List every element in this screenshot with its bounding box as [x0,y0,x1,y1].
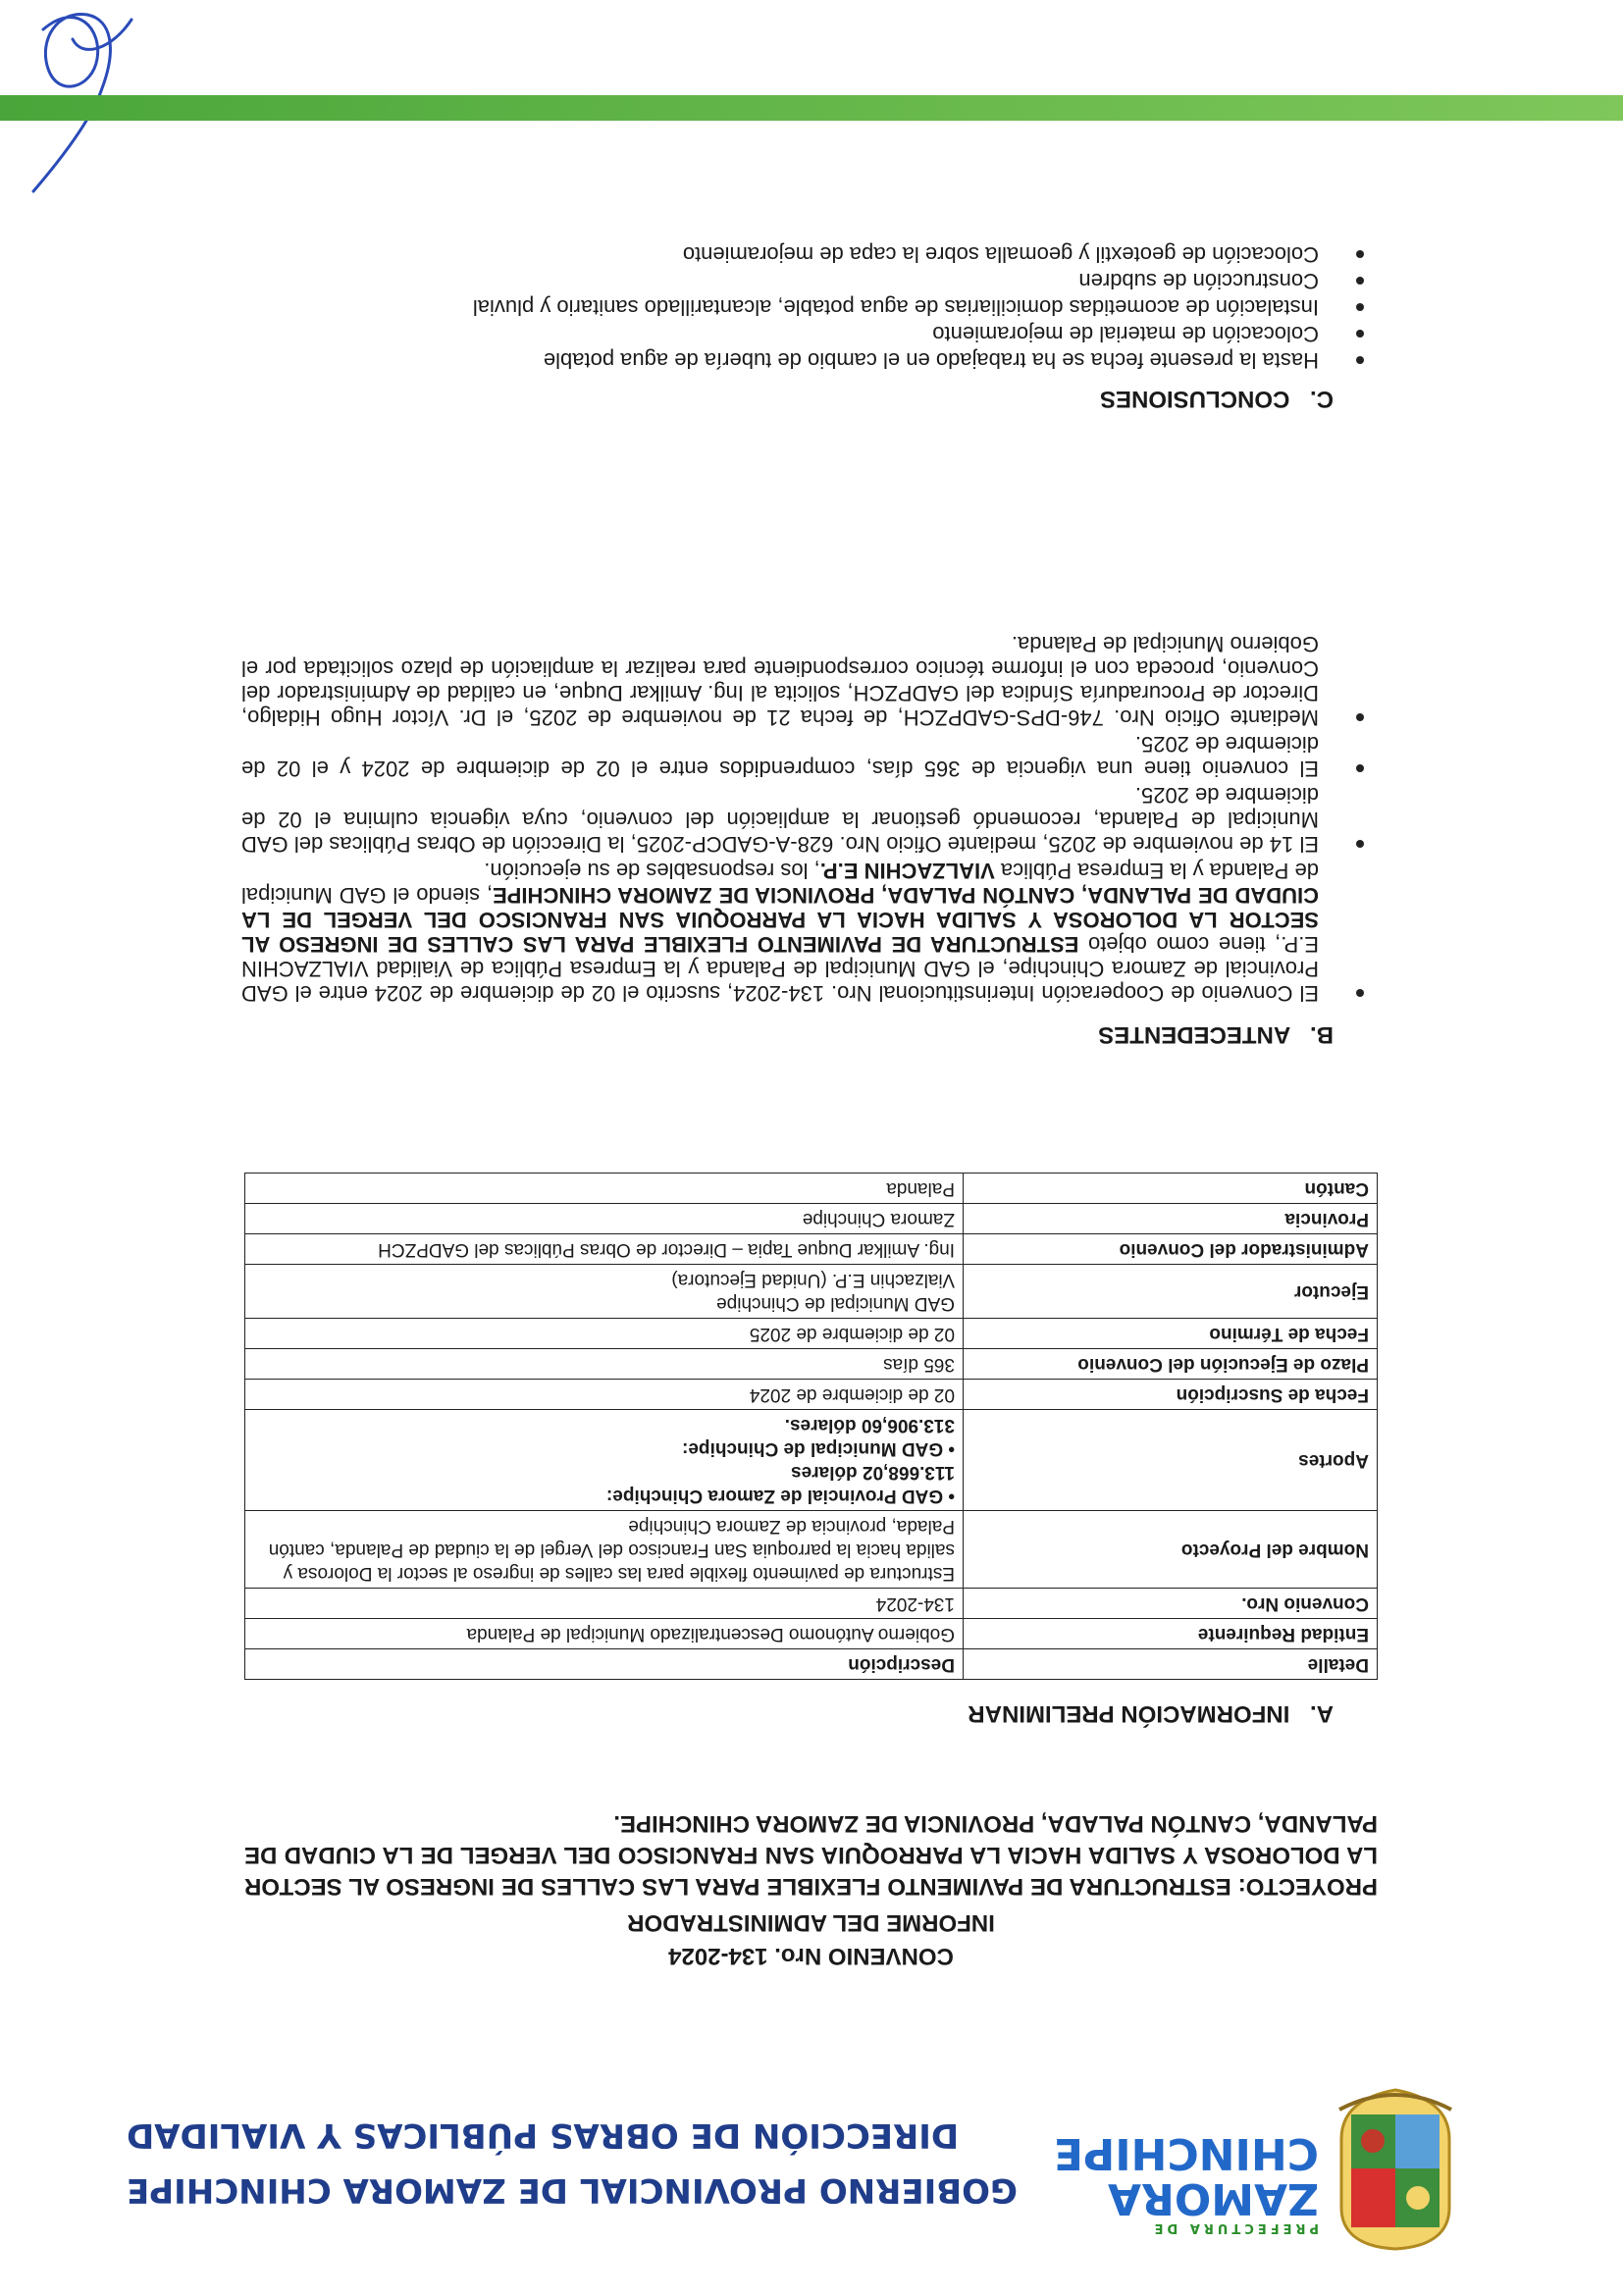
table-label-cell: Nombre del Proyecto [964,1511,1378,1589]
table-value-cell [245,1410,964,1511]
project-title: PROYECTO: ESTRUCTURA DE PAVIMENTO FLEXIBLE PARA LAS CALLES DE INGRESO AL SECTOR LA DOLOROSA Y SALIDA HACIA LA PARROQUIA SAN FRANCISCO DEL VERGEL DE LA CIUDAD DE PALANDA, CANTÓN PALADA, PROVINCIA DE ZAMORA CHINCHIPE. [244,1810,1378,1900]
coat-of-arms-icon [1329,2085,1461,2257]
table-label-cell: Entidad Requirente [964,1619,1378,1649]
table-row [245,1589,1378,1619]
table-value-cell: Zamora Chinchipe [245,1204,964,1234]
table-value-cell: Palanda [245,1174,964,1204]
table-header-cell: Detalle [964,1649,1378,1680]
list-item: Construcción de subdren [241,269,1378,293]
executor-line: GAD Municipal de Chinchipe [716,1293,955,1314]
table-row [245,1410,1378,1511]
table-row [245,1204,1378,1234]
list-item: Hasta la presente fecha se ha trabajado en el cambio de tubería de agua potable [241,348,1378,373]
table-value-cell: 365 días [245,1349,964,1380]
project-object-text: ESTRUCTURA DE PAVIMENTO FLEXIBLE PARA LAS CALLES DE INGRESO AL SECTOR LA DOLOROSA Y SALIDA HACIA LA PARROQUIA SAN FRANCISCO DEL VERGEL DE LA CIUDAD DE PALANDA, CANTÓN PALADA, PROVINCIA DE ZAMORA CHINCHIPE [241,883,1319,957]
table-row [245,1511,1378,1589]
contribution-amount: 313.906,60 dólares. [784,1415,955,1435]
section-title: CONCLUSIONES [1099,386,1290,412]
table-row [245,1319,1378,1349]
table-label-cell: Cantón [964,1174,1378,1204]
table-label-cell: Administrador del Convenio [964,1234,1378,1265]
table-row [245,1380,1378,1410]
section-c-heading [1100,385,1334,412]
paragraph-text: , los responsables de su ejecución. [484,859,820,883]
brand-name-line2: CHINCHIPE [1053,2128,1319,2178]
preliminary-info-table [244,1173,1378,1680]
table-row [245,1619,1378,1649]
list-item: El convenio tiene una vigencia de 365 días, comprendidos entre el 02 de diciembre de 2024 y el 02 de diciembre de 2025. [241,732,1378,781]
table-value-cell: 02 de diciembre de 2025 [245,1319,964,1349]
department-name: DIRECCIÓN DE OBRAS PÚBLICAS Y VIALIDAD [127,2115,960,2155]
report-title: INFORME DEL ADMINISTRADOR [627,1909,995,1936]
section-title: ANTECEDENTES [1098,1021,1291,1048]
table-header-cell: Descripción [245,1649,964,1680]
brand-logo [1053,2108,1319,2235]
list-item: Colocación de geotextil y geomalla sobre la capa de mejoramiento [241,242,1378,267]
table-value-cell: Estructura de pavimento flexible para las calles de ingreso al sector la Dolorosa y salida hacia la parroquia San Francisco del Vergel de la ciudad de Palanda, cantón Palada, provincia de Zamora Chinchipe [245,1511,964,1589]
table-value-cell: Gobierno Autónomo Descentralizado Municipal de Palanda [245,1619,964,1649]
section-letter: B. [1310,1021,1334,1048]
table-row [245,1234,1378,1265]
table-label-cell: Plazo de Ejecución del Convenio [964,1349,1378,1380]
contribution-name: • GAD Provincial de Zamora Chinchipe: [253,1484,955,1507]
list-item: Mediante Oficio Nro. 746-DPS-GADPZCH, de fecha 21 de noviembre de 2025, el Dr. Víctor Hugo Hidalgo, Director de Procuraduría Síndica del GADPZCH, solicita al Ing. Amilkar Duque, en calidad de Administrador del Convenio, proceda con el informe técnico correspondiente para realizar la ampliación de plazo solicitada por el Gobierno Municipal de Palanda. [241,632,1378,730]
company-name-text: VIALZACHIN E.P. [819,859,995,883]
list-item [241,859,1378,1006]
section-letter: A. [1310,1700,1334,1727]
paragraph-text: , siendo el GAD Municipal de Palanda y la Empresa Pública [241,859,1319,908]
organization-name: GOBIERNO PROVINCIAL DE ZAMORA CHINCHIPE [127,2170,1018,2210]
section-b-heading [1098,1020,1334,1048]
contribution-amount: 113.668,02 dólares [791,1462,955,1483]
convenio-title: CONVENIO Nro. 134-2024 [668,1943,954,1969]
table-label-cell: Fecha de Término [964,1319,1378,1349]
list-item: Instalación de acometidas domiciliarias de agua potable, alcantarillado sanitario y pluvial [241,295,1378,320]
table-label-cell: Ejecutor [964,1265,1378,1319]
letterhead [127,2070,1461,2257]
footer-bar [0,95,1623,121]
brand-subtitle: PREFECTURA DE [1150,2220,1319,2235]
table-row [245,1174,1378,1204]
contribution-name: • GAD Municipal de Chinchipe: [253,1436,955,1460]
list-item: El 14 de noviembre de 2025, mediante Oficio Nro. 628-A-GADCP-2025, la Dirección de Obras Públicas del GAD Municipal de Palanda, recomendó gestionar la ampliación del convenio, cuya vigencia culmina el 02 de diciembre de 2025. [241,783,1378,857]
table-label-cell: Fecha de Suscripción [964,1380,1378,1410]
table-header-row [245,1649,1378,1680]
section-a-heading [968,1699,1334,1727]
table-row [245,1265,1378,1319]
table-label-cell: Provincia [964,1204,1378,1234]
section-letter: C. [1310,386,1334,412]
organization-title [127,2108,1069,2218]
paragraph-text: El Convenio de Cooperación Interinstitucional Nro. 134-2024, suscrito el 02 de diciembre de 2024 entre el GAD Provincial de Zamora Chinchipe, el GAD Municipal de Palanda y la Empresa Pública de Vialidad VIALZACHIN E.P., tiene como objeto [241,932,1319,1006]
document-title-block [244,1807,1378,1972]
conclusions-list [241,240,1378,373]
section-title: INFORMACIÓN PRELIMINAR [968,1700,1290,1727]
table-label-cell: Convenio Nro. [964,1589,1378,1619]
brand-name-line1: ZAMORA [1107,2173,1319,2223]
executor-line: Vialzachin E.P. (Unidad Ejecutora) [671,1270,955,1290]
table-value-cell: Ing. Amilkar Duque Tapia – Director de Obras Públicas del GADPZCH [245,1234,964,1265]
table-value-cell [245,1265,964,1319]
antecedents-list [241,630,1378,1006]
list-item: Colocación de material de mejoramiento [241,322,1378,346]
table-row [245,1349,1378,1380]
table-value-cell: 134-2024 [245,1589,964,1619]
table-value-cell: 02 de diciembre de 2024 [245,1380,964,1410]
table-label-cell: Aportes [964,1410,1378,1511]
